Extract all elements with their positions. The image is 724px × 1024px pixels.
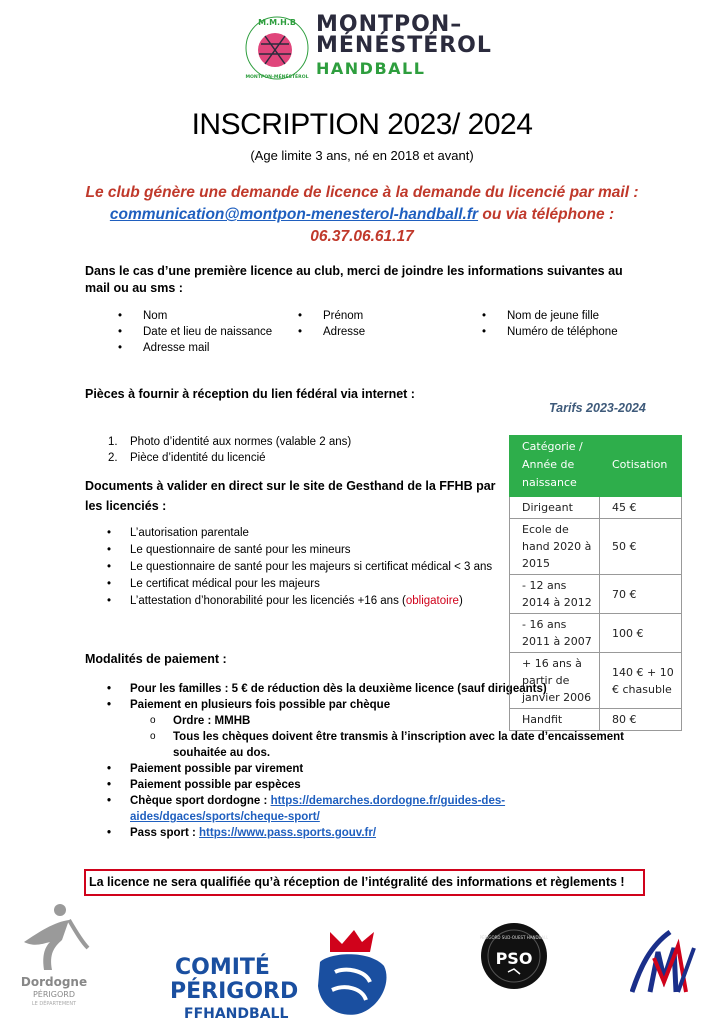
list-item <box>107 825 627 841</box>
table-cell: - 12 ans 2014 à 2012 <box>510 575 600 614</box>
table-cell: Dirigeant <box>510 497 600 519</box>
table-row <box>510 709 682 731</box>
rooster-crest-icon <box>330 930 374 952</box>
info-list-col1 <box>118 308 272 356</box>
intro-text: Dans le cas d’une première licence au club, merci de joindre les informations suivantes au mail ou au sms : <box>85 264 623 295</box>
table-row <box>510 519 682 575</box>
club-name-line3: HANDBALL <box>316 59 426 78</box>
list-item-text: Photo d’identité aux normes (valable 2 ans) <box>130 436 352 448</box>
logo-text: M.M.H.B <box>258 18 296 27</box>
tarifs-title: Tarifs 2023-2024 <box>549 401 646 415</box>
table-row <box>510 653 682 709</box>
pieces-title: Pièces à fournir à réception du lien fédéral via internet : <box>85 387 415 401</box>
list-item: o Ordre : MMHB <box>150 713 627 729</box>
table-cell: 100 € <box>600 614 682 653</box>
list-item <box>107 793 627 825</box>
table-cell: 140 € + 10 € chasuble <box>600 653 682 709</box>
table-cell: - 16 ans 2011 à 2007 <box>510 614 600 653</box>
list-item: • Nom <box>118 308 272 324</box>
info-list-col2 <box>298 308 365 340</box>
club-name-line1: MONTPON– <box>316 12 463 37</box>
list-item: • Numéro de téléphone <box>482 324 618 340</box>
list-item-text: Chèque sport dordogne : <box>130 795 271 807</box>
club-name <box>316 14 492 79</box>
page-subtitle: (Age limite 3 ans, né en 2018 et avant) <box>250 148 474 163</box>
list-item-text: Pièce d’identité du licencié <box>130 452 266 464</box>
list-item-text: L’attestation d’honorabilité pour les licenciés +16 ans ( <box>130 595 406 607</box>
list-item: 2. Pièce d’identité du licencié <box>108 452 266 464</box>
info-list-col3 <box>482 308 618 340</box>
list-item: • Adresse mail <box>118 340 272 356</box>
list-item: • Le questionnaire de santé pour les mineurs <box>107 542 492 559</box>
list-item: • Pour les familles : 5 € de réduction dès la deuxième licence (sauf dirigeants) <box>107 681 627 697</box>
table-cell: + 16 ans à partir de janvier 2006 <box>510 653 600 709</box>
list-item: 1. Photo d’identité aux normes (valable 2 ans) <box>108 436 352 448</box>
table-cell: Ecole de hand 2020 à 2015 <box>510 519 600 575</box>
list-item: • Nom de jeune fille <box>482 308 618 324</box>
list-item: • Date et lieu de naissance <box>118 324 272 340</box>
list-item: • Le questionnaire de santé pour les majeurs si certificat médical < 3 ans <box>107 559 492 576</box>
list-item: • Prénom <box>298 308 365 324</box>
cheque-sport-link[interactable]: https://demarches.dordogne.fr/guides-des-aides/dgaces/sports/cheque-sport/ <box>130 795 506 823</box>
message-line1: Le club génère une demande de licence à la demande du licencié par mail : <box>85 184 639 201</box>
payment-title: Modalités de paiement : <box>85 652 227 666</box>
comite-perigord-logo <box>170 922 400 1020</box>
list-item <box>107 593 492 610</box>
list-item-text-end: ) <box>458 595 463 607</box>
table-row <box>510 497 682 519</box>
page-title: INSCRIPTION 2023/ 2024 <box>191 108 533 141</box>
tarifs-table <box>509 435 682 731</box>
header-price: Cotisation <box>600 436 682 497</box>
club-logo <box>243 14 311 82</box>
list-item: • Paiement possible par virement <box>107 761 627 777</box>
table-cell: Handfit <box>510 709 600 731</box>
phone-number: 06.37.06.61.17 <box>310 228 414 245</box>
list-item: o Tous les chèques doivent être transmis à l’inscription avec la date d’encaissement souhaitée au dos. <box>150 729 627 761</box>
perigord-text: PÉRIGORD <box>32 990 76 999</box>
m-logo <box>630 928 698 994</box>
table-row <box>510 575 682 614</box>
departement-text: LE DÉPARTEMENT <box>31 1001 77 1007</box>
table-row <box>510 614 682 653</box>
documents-title: Documents à valider en direct sur le site de Gesthand de la FFHB par les licenciés : <box>85 479 496 513</box>
header-category: Catégorie / Année de naissance <box>510 436 600 497</box>
list-item: • Adresse <box>298 324 365 340</box>
table-cell: 70 € <box>600 575 682 614</box>
dordogne-text: Dordogne <box>20 975 88 989</box>
mandatory-label: obligatoire <box>405 595 459 607</box>
dordogne-logo <box>14 892 94 1007</box>
ffhandball-text: FFHANDBALL <box>184 1006 289 1020</box>
table-cell: 50 € <box>600 519 682 575</box>
list-item: • Le certificat médical pour les majeurs <box>107 576 492 593</box>
message-line2: ou via téléphone : <box>478 206 615 223</box>
pass-sport-link[interactable]: https://www.pass.sports.gouv.fr/ <box>199 827 377 839</box>
table-cell: 45 € <box>600 497 682 519</box>
list-item: • Paiement possible par espèces <box>107 777 627 793</box>
table-cell: 80 € <box>600 709 682 731</box>
warning-box: La licence ne sera qualifiée qu’à réception de l’intégralité des informations et règlements ! <box>84 869 645 896</box>
club-name-line2: MÉNÉSTÉROL <box>316 33 492 58</box>
list-item-text: Paiement en plusieurs fois possible par chèque <box>130 699 391 711</box>
list-item: • L’autorisation parentale <box>107 525 492 542</box>
list-item-text: Pass sport : <box>130 827 200 839</box>
perigord-text: PÉRIGORD <box>170 979 299 1004</box>
pieces-list <box>108 434 351 466</box>
pso-text: PSO <box>495 949 533 968</box>
pso-logo <box>480 922 548 990</box>
rooster-body-icon <box>318 954 386 1015</box>
license-request-message <box>60 182 664 248</box>
comite-text: COMITÉ <box>175 955 270 980</box>
logo-subtext: MONTPON-MÉNÉSTÉROL <box>245 75 309 80</box>
table-header-row <box>510 436 682 497</box>
email-link[interactable]: communication@montpon-menesterol-handball.fr <box>109 206 479 223</box>
documents-list <box>107 525 492 610</box>
pso-ring-text: PÉRIGORD SUD-OUEST HANDBALL <box>480 935 548 940</box>
